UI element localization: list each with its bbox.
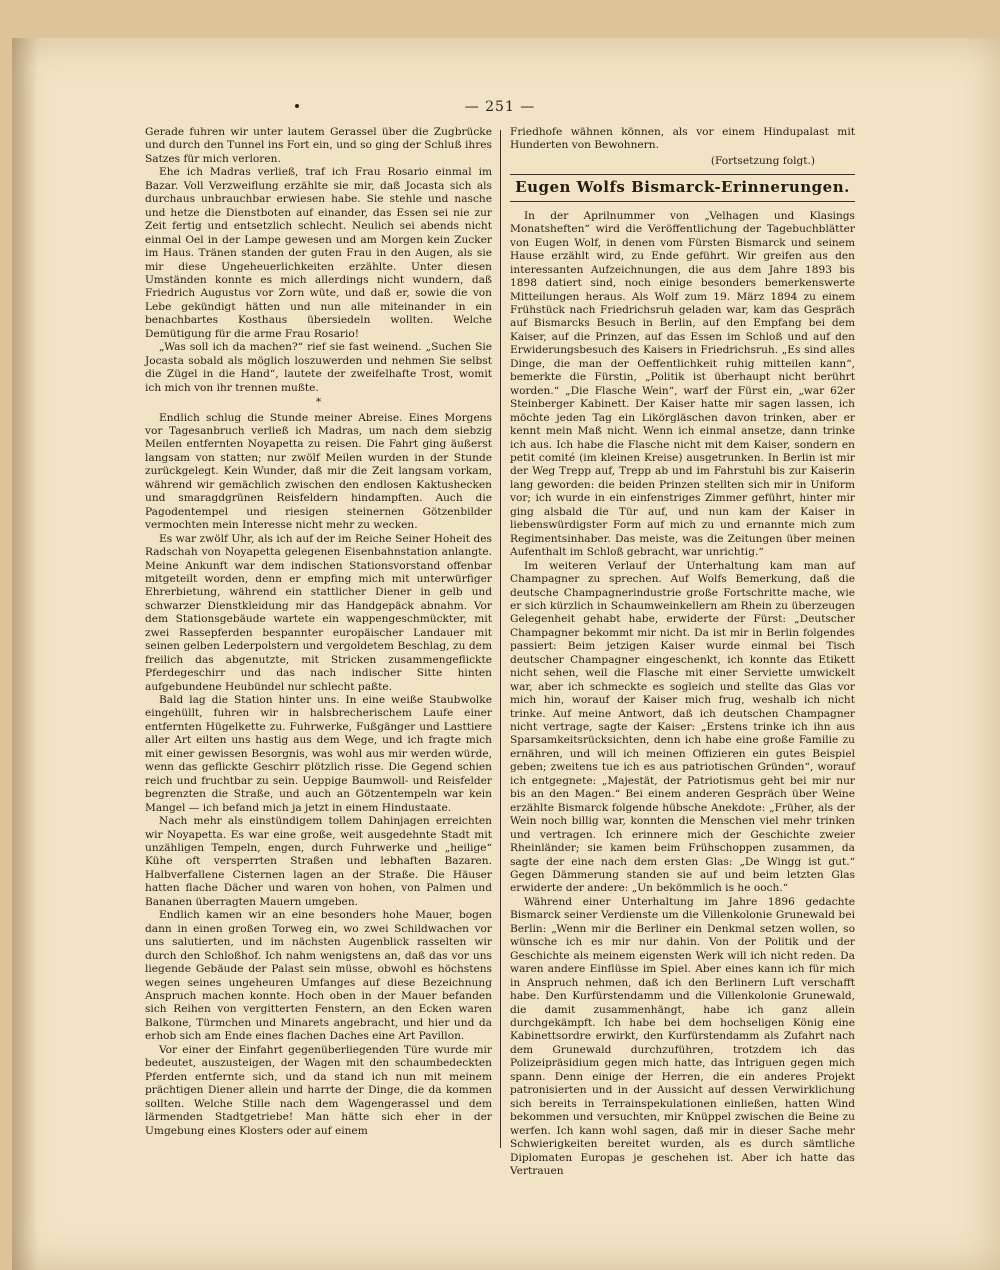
continuation-note: (Fortsetzung folgt.): [710, 154, 815, 167]
paragraph: Gerade fuhren wir unter lautem Gerassel über die Zugbrücke und durch den Tunnel ins Fort ein, und so ging der Schluß ihres Satzes für mich verloren.: [145, 126, 492, 165]
paragraph: Ehe ich Madras verließ, traf ich Frau Rosario einmal im Bazar. Voll Verzweiflung erzählte sie mir, daß Jocasta sich als durchaus unbrauchbar erwiesen habe. Sie stehle und nasche und hetze die Dienstboten auf einander, das Essen sei nie zur Zeit fertig und entsetzlich schlecht. Neulich sei abends nicht einmal Oel in der Lampe gewesen und am Morgen kein Zucker im Haus. Tränen standen der guten Frau in den Augen, als sie mir diese Ungeheuerlichkeiten erzählte. Unter diesen Umständen konnte es mich allerdings nicht wundern, daß Friedrich Augustus vor Zorn wüte, und daß er, sowie die von Lebe gekündigt hätten und nun alle miteinander in ein benachbartes Kosthaus übersiedeln wollten. Welche Demütigung für die arme Frau Rosario!: [145, 166, 492, 340]
paragraph: Nach mehr als einstündigem tollem Dahinjagen erreichten wir Noyapetta. Es war eine große, weit ausgedehnte Stadt mit unzähligen Tempeln, engen, durch Fuhrwerke und „heilige“ Kühe oft versperrten Straßen und lebhaften Bazaren. Halbverfallene Cisternen lagen an der Straße. Die Häuser hatten flache Dächer und waren von hohen, von Palmen und Bananen überragten Mauern umgeben.: [145, 815, 492, 908]
paragraph: Bald lag die Station hinter uns. In eine weiße Staubwolke eingehüllt, fuhren wir in halsbrecherischem Laufe einer entfernten Hügelkette zu. Fuhrwerke, Fußgänger und Lasttiere aller Art eilten uns hastig aus dem Wege, und ich fragte mich mit einer gewissen Besorgnis, was wohl aus mir werden würde, wenn das geflickte Geschirr plötzlich risse. Die Gegend schien reich und fruchtbar zu sein. Ueppige Baumwoll- und Reisfelder begrenzten die Straße, und auch an Götzentempeln war kein Mangel — ich befand mich ja jetzt in einem Hindustaate.: [145, 694, 492, 814]
column-divider: [500, 130, 501, 1148]
paragraph: Im weiteren Verlauf der Unterhaltung kam man auf Champagner zu sprechen. Auf Wolfs Bemerkung, daß die deutsche Champagnerindustrie große Fortschritte mache, wie er sich kürzlich in Schaumweinkellern am Rhein zu überzeugen Gelegenheit gehabt habe, erwiderte der Fürst: „Deutscher Champagner bekommt mir nicht. Da ist mir in Berlin folgendes passiert: Beim jetzigen Kaiser wurde einmal bei Tisch deutscher Champagner eingeschenkt, ich konnte das Etikett nicht sehen, weil die Flasche mit einer Serviette umwickelt war, aber ich schmeckte es sogleich und stellte das Glas vor mich hin, worauf der Kaiser mich frug, weshalb ich nicht trinke. Auf meine Antwort, daß ich deutschen Champagner nicht vertrage, sagte der Kaiser: „Erstens trinke ich ihn aus Sparsamkeitsrücksichten, denn ich habe eine große Familie zu ernähren, und will ich meinen Offizieren ein gutes Beispiel geben; zweitens tue ich es aus patriotischen Gründen“, worauf ich entgegnete: „Majestät, der Patriotismus geht bei mir nur bis an den Magen.“ Bei einem anderen Gespräch über Weine erzählte Bismarck folgende hübsche Anekdote: „Früher, als der Wein noch billig war, konnten die Menschen viel mehr trinken und vertragen. Ich erinnere mich der Geschichte zweier Rheinländer; sie kamen beim Frühschoppen zusammen, da sagte der eine nach dem ersten Glas: „De Wingg ist gut.“ Gegen Dämmerung standen sie auf und beim letzten Glas erwiderte der andere: „Un bekömmlich is he ooch.“: [510, 559, 855, 895]
paragraph: „Was soll ich da machen?“ rief sie fast weinend. „Suchen Sie Jocasta sobald als möglich loszuwerden und nehmen Sie selbst die Zügel in die Hand“, lautete der zweifelhafte Trost, womit ich mich von ihr trennen mußte.: [145, 341, 492, 394]
paragraph: In der Aprilnummer von „Velhagen und Klasings Monatsheften“ wird die Veröffentlichung der Tagebuchblätter von Eugen Wolf, in denen vom Fürsten Bismarck und seinem Hause erzählt wird, zu Ende geführt. Wir greifen aus den interessanten Aufzeichnungen, die aus dem Jahre 1893 bis 1898 datiert sind, noch einige besonders bemerkenswerte Mitteilungen heraus. Als Wolf zum 19. März 1894 zu einem Frühstück nach Friedrichsruh geladen war, kam das Gespräch auf Bismarcks Besuch in Berlin, auf den Empfang bei dem Kaiser, auf die Prinzen, auf das Essen im Schloß und auf den Erwiderungsbesuch des Kaisers in Friedrichsruh. „Es sind alles Dinge, die man der Oeffentlichkeit ruhig mitteilen kann“, bemerkte die Fürstin, „Politik ist überhaupt nicht berührt worden.“ „Die Flasche Wein“, warf der Fürst ein, „war 62er Steinberger Kabinett. Der Kaiser hatte mir sagen lassen, ich möchte jeden Tag ein Likörgläschen davon trinken, aber er kennt mein Maß nicht. Wenn ich einmal ansetze, dann trinke ich aus. Ich habe die Flasche nicht mit dem Kaiser, sondern en petit comité (im kleinen Kreise) ausgetrunken. In Berlin ist mir der Weg Trepp auf, Trepp ab und im Fahrstuhl bis zur Kaiserin lang geworden: die beiden Prinzen stellten sich mir in Uniform vor; ich wurde in ein einfenstriges Zimmer geführt, hinter mir ging alsbald die Tür auf, und nun kam der Kaiser in liebenswürdigster Form auf mich zu und ernannte mich zum Regimentsinhaber. Das meiste, was die Zeitungen über meinen Aufenthalt im Schloß gebracht, war unrichtig.“: [510, 209, 855, 559]
paragraph: Während einer Unterhaltung im Jahre 1896 gedachte Bismarck seiner Verdienste um die Villenkolonie Grunewald bei Berlin: „Wenn mir die Berliner ein Denkmal setzen wollen, so wünsche ich es mir nur dahin. Von der Politik und der Geschichte als meinem eigensten Werk will ich nicht reden. Da waren andere Einflüsse im Spiel. Aber eines kann ich für mich in Anspruch nehmen, daß ich den Berlinern Luft verschafft habe. Den Kurfürstendamm und die Villenkolonie Grunewald, die damit zusammenhängt, habe ich ganz allein durchgekämpft. Ich habe bei dem hochseligen König eine Kabinettsordre erwirkt, den Kurfürstendamm als Zufahrt nach dem Grunewald durchzuführen, trotzdem ich das Polizeipräsidium gegen mich hatte, das Intriguen gegen mich spann. Denn einige der Herren, die ein anderes Projekt patronisierten und in der Aussicht auf dessen Verwirklichung sich bereits in Terrainspekulationen einließen, hatten Wind bekommen und versuchten, mir Knüppel zwischen die Beine zu werfen. Ich kann wohl sagen, daß mir in dieser Sache mehr Schwierigkeiten bereitet wurden, als es durch sämtliche Diplomaten Europas je geschehen ist. Aber ich hatte das Vertrauen: [510, 895, 855, 1177]
paragraph: Endlich kamen wir an eine besonders hohe Mauer, bogen dann in einen großen Torweg ein, wo zwei Schildwachen vor uns salutierten, und im nächsten Augenblick rasselten wir durch den Schloßhof. Ich nahm wenigstens an, daß das vor uns liegende Gebäude der Palast sein müsse, obwohl es höchstens wegen seines ungeheuren Umfanges auf diese Bezeichnung Anspruch machen konnte. Hoch oben in der Mauer befanden sich Reihen von vergitterten Fenstern, an den Ecken waren Balkone, Türmchen und Minarets angebracht, und hier und da erhob sich am Ende eines flachen Daches eine Art Pavillon.: [145, 909, 492, 1043]
left-column: [145, 126, 492, 1138]
page-number: — 251 —: [464, 99, 536, 115]
paragraph: Es war zwölf Uhr, als ich auf der im Reiche Seiner Hoheit des Radschah von Noyapetta gelegenen Eisenbahnstation anlangte. Meine Ankunft war dem indischen Stationsvorstand offenbar mitgeteilt worden, denn er empfing mich mit unterwürfiger Ehrerbietung, während ein stattlicher Diener in gelb und schwarzer Dienstkleidung mir das Handgepäck abnahm. Vor dem Stationsgebäude wartete ein wappengeschmückter, mit zwei Rassepferden bespannter europäischer Landauer mit seinen gelben Lederpolstern und vergoldetem Beschlag, zu dem freilich das abgenutzte, mit Stricken zusammengeflickte Pferdegeschirr und das nach indischer Sitte hinten aufgebundene Heubündel nur schlecht paßte.: [145, 532, 492, 693]
section-separator: *: [315, 396, 322, 409]
title-rule-top: [510, 174, 855, 175]
binding-shadow: [12, 38, 38, 1270]
paragraph: Endlich schlug die Stunde meiner Abreise. Eines Morgens vor Tagesanbruch verließ ich Madras, um nach dem siebzig Meilen entfernten Noyapetta zu reisen. Die Fahrt ging äußerst langsam von statten; nur zwölf Meilen wurden in der Stunde zurückgelegt. Kein Wunder, daß mir die Zeit langsam vorkam, während wir gemächlich zwischen den endlosen Kaktushecken und smaragdgrünen Reisfeldern hindampften. Auch die Pagodentempel und riesigen steinernen Götzenbilder vermochten mein Interesse nicht mehr zu wecken.: [145, 411, 492, 532]
story-end-paragraph: Friedhofe wähnen können, als vor einem Hindupalast mit Hunderten von Bewohnern.: [510, 126, 855, 152]
article-title: Eugen Wolfs Bismarck-Erinnerungen.: [515, 178, 850, 197]
paragraph: Vor einer der Einfahrt gegenüberliegenden Türe wurde mir bedeutet, auszusteigen, der Wagen mit den schaumbedeckten Pferden entfernte sich, und da stand ich nun mit meinem prächtigen Diener allein und harrte der Dinge, die da kommen sollten. Welche Stille nach dem Wagengerassel und dem lärmenden Stadtgetriebe! Man hätte sich eher in der Umgebung eines Klosters oder auf einem: [145, 1043, 492, 1137]
right-column: [510, 126, 855, 1178]
title-rule-bottom: [510, 201, 855, 202]
